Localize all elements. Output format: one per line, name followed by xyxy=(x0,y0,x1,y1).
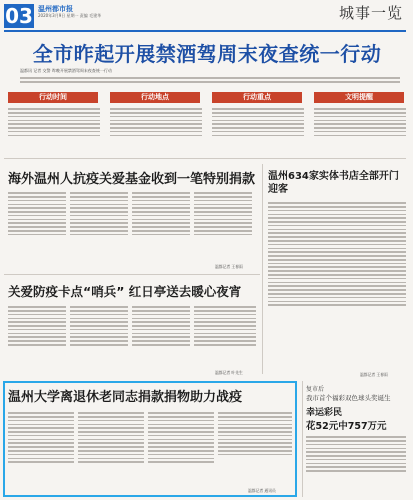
lead-intro-text xyxy=(20,75,400,87)
lead-col3-text xyxy=(212,106,304,154)
lead-col4-text xyxy=(314,106,406,154)
story2-byline: 温都记者 王春雨 xyxy=(215,264,243,269)
story5-col3 xyxy=(148,410,214,494)
story6-headline-1: 我市首个福彩双色球头奖诞生 xyxy=(306,394,391,402)
story2-col1 xyxy=(8,190,66,262)
story3-text xyxy=(268,200,406,370)
story-divider xyxy=(4,274,260,275)
story6-text xyxy=(306,434,406,496)
story6-headline-2: 幸运彩民 xyxy=(306,408,343,418)
lead-subtitle: 温都讯 记者 交警 昨晚开展禁酒驾周末夜查统一行动 xyxy=(20,68,112,73)
column-divider xyxy=(262,164,263,374)
story6-headline-3: 花52元中757万元 xyxy=(306,421,387,432)
lead-col2-text xyxy=(110,106,202,154)
story5-col2 xyxy=(78,410,144,494)
section-title: 城事一览 xyxy=(338,4,403,22)
tab-time: 行动时间 xyxy=(8,92,98,103)
column-divider-2 xyxy=(302,381,303,497)
story5-byline: 温都记者 通讯员 xyxy=(248,488,276,493)
story6-kicker: 复市后 xyxy=(306,386,325,393)
story2-headline: 海外温州人抗疫关爱基金收到一笔特别捐款 xyxy=(8,172,256,187)
story2-col4 xyxy=(194,190,252,262)
page-number: 03 xyxy=(5,4,33,28)
tab-reminder: 文明提醒 xyxy=(314,92,404,103)
story2-col2 xyxy=(70,190,128,262)
story2-col3 xyxy=(132,190,190,262)
story4-col4 xyxy=(194,304,256,368)
story3-headline: 温州634家实体书店全部开门迎客 xyxy=(268,171,399,195)
story5-col1 xyxy=(8,410,74,494)
story4-col1 xyxy=(8,304,66,368)
section-divider xyxy=(4,158,406,159)
story4-col2 xyxy=(70,304,128,368)
lead-headline: 全市昨起开展禁酒驾周末夜查统一行动 xyxy=(32,42,382,66)
tab-location: 行动地点 xyxy=(110,92,200,103)
tab-focus: 行动重点 xyxy=(212,92,302,103)
paper-meta: 2020年3月9日 星期一 责编 毛建华 xyxy=(38,13,102,18)
story5-headline: 温州大学离退休老同志捐款捐物助力战疫 xyxy=(8,390,243,405)
story4-byline: 温都记者 叶先生 xyxy=(215,370,243,375)
paper-name: 温州都市报 xyxy=(38,5,73,13)
story3-byline: 温都记者 王春雨 xyxy=(360,372,388,377)
masthead-rule xyxy=(4,30,406,32)
lead-col1-text xyxy=(8,106,100,154)
story5-col4 xyxy=(218,410,292,486)
story4-headline: 关爱防疫卡点“哨兵” 红日亭送去暖心夜宵 xyxy=(8,284,242,299)
story4-col3 xyxy=(132,304,190,368)
